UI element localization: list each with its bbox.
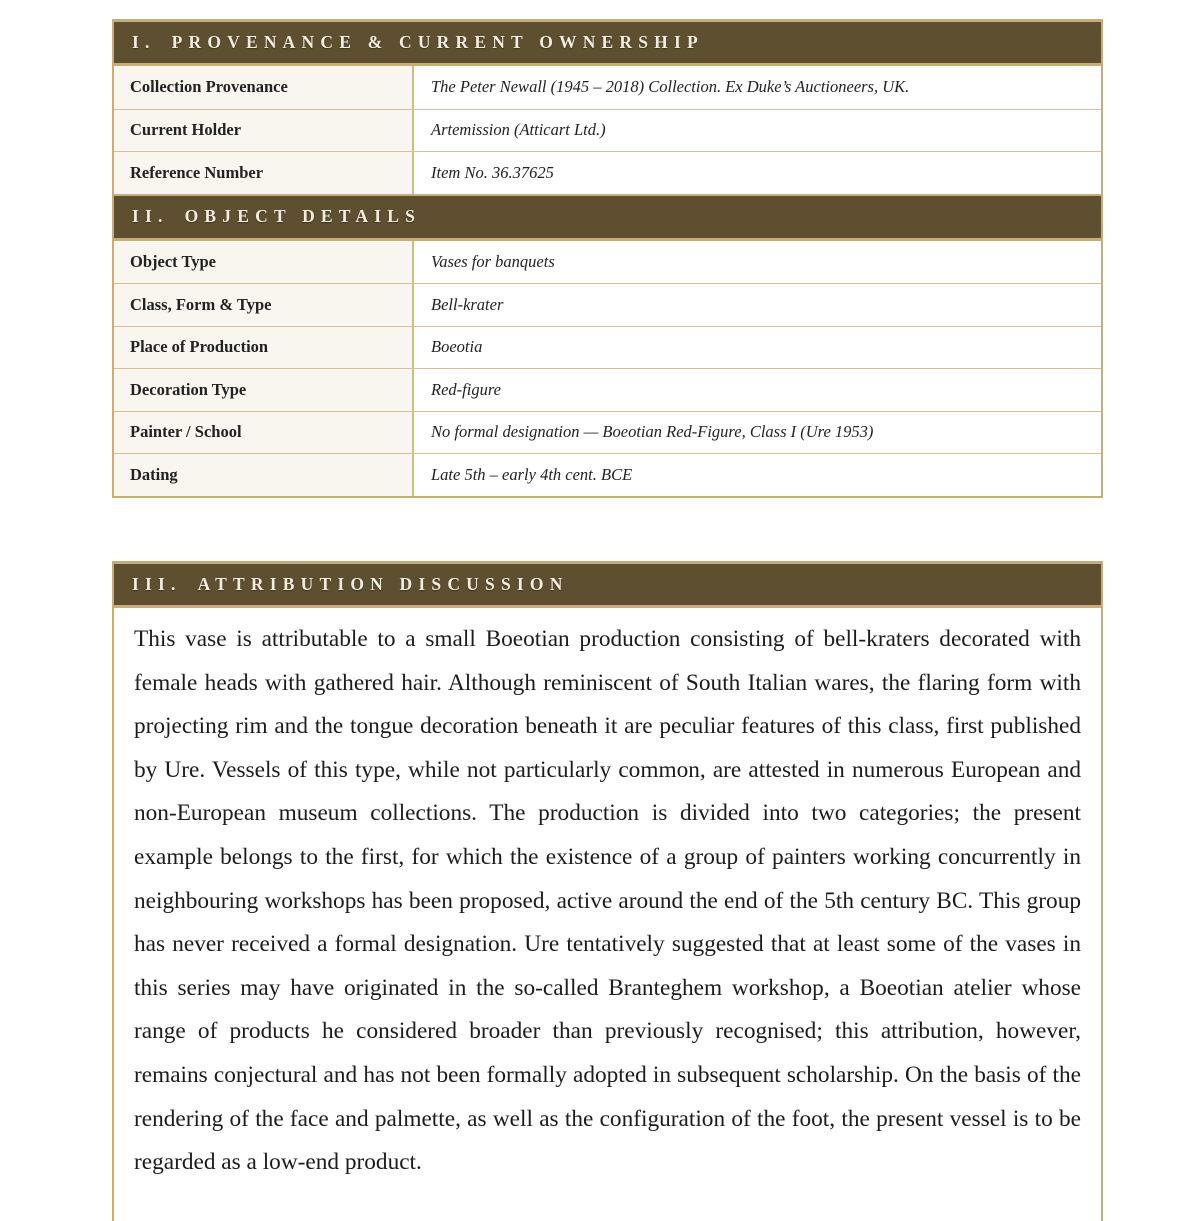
row-value: Red-figure — [414, 369, 1101, 411]
table-row — [114, 411, 1101, 454]
section-header-attribution — [114, 564, 1101, 608]
row-value: Artemission (Atticart Ltd.) — [414, 110, 1101, 152]
row-label: Class, Form & Type — [114, 284, 414, 326]
row-label: Collection Provenance — [114, 66, 414, 109]
row-value: Bell-krater — [414, 284, 1101, 326]
table-row — [114, 453, 1101, 496]
row-value: Vases for banquets — [414, 241, 1101, 284]
table-row — [114, 326, 1101, 369]
section-numeral: III. — [132, 574, 182, 594]
table-row — [114, 66, 1101, 109]
table-row — [114, 241, 1101, 284]
row-value: Item No. 36.37625 — [414, 152, 1101, 194]
table-row — [114, 283, 1101, 326]
row-label: Reference Number — [114, 152, 414, 194]
row-label: Decoration Type — [114, 369, 414, 411]
object-detail-rows — [114, 241, 1101, 496]
section-title: OBJECT DETAILS — [184, 206, 422, 226]
row-label: Painter / School — [114, 412, 414, 454]
section-title: PROVENANCE & CURRENT OWNERSHIP — [171, 32, 704, 52]
row-label: Current Holder — [114, 110, 414, 152]
provenance-rows — [114, 66, 1101, 194]
details-table — [112, 19, 1103, 498]
section-header-object-details — [114, 194, 1101, 241]
row-label: Dating — [114, 454, 414, 496]
row-value: Boeotia — [414, 327, 1101, 369]
section-numeral: I. — [132, 32, 156, 52]
row-value: The Peter Newall (1945 – 2018) Collection. Ex Duke’s Auctioneers, UK. — [414, 66, 1101, 109]
attribution-text: This vase is attributable to a small Boeotian production consisting of bell-kraters decorated with female heads with gathered hair. Although reminiscent of South Italian wares, the flaring form with projecting rim and the tongue decoration beneath it are peculiar features of this class, first published by Ure. Vessels of this type, while not particularly common, are attested in numerous European and non-European museum collections. The production is divided into two categories; the present example belongs to the first, for which the existence of a group of painters working concurrently in neighbouring workshops has been proposed, active around the end of the 5th century BC. This group has never received a formal designation. Ure tentatively suggested that at least some of the vases in this series may have originated in the so-called Branteghem workshop, a Boeotian atelier whose range of products he considered broader than previously recognised; this attribution, however, remains conjectural and has not been formally adopted in subsequent scholarship. On the basis of the rendering of the face and palmette, as well as the configuration of the foot, the present vessel is to be regarded as a low-end product. — [134, 626, 1081, 1176]
table-row — [114, 109, 1101, 152]
table-row — [114, 368, 1101, 411]
row-label: Object Type — [114, 241, 414, 284]
section-header-provenance — [114, 22, 1101, 66]
row-label: Place of Production — [114, 327, 414, 369]
row-value: No formal designation — Boeotian Red-Figure, Class I (Ure 1953) — [414, 412, 1101, 454]
attribution-panel — [112, 561, 1103, 1221]
row-value: Late 5th – early 4th cent. BCE — [414, 454, 1101, 496]
section-title: ATTRIBUTION DISCUSSION — [197, 574, 569, 594]
section-numeral: II. — [132, 206, 169, 226]
table-row — [114, 151, 1101, 194]
